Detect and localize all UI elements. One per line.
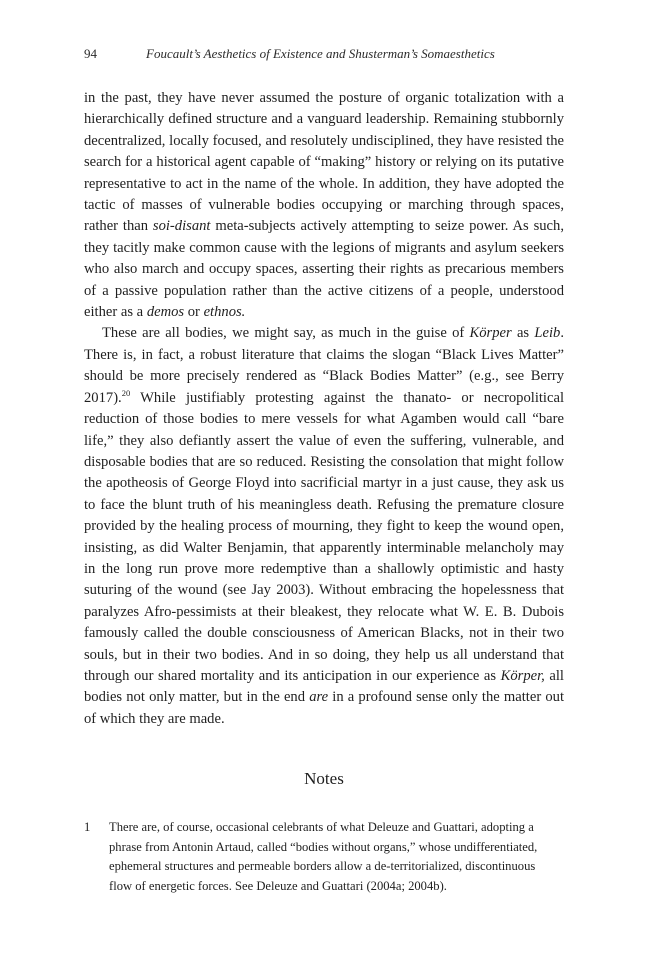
paragraph-2 <box>84 323 564 730</box>
italic-run: Leib <box>534 325 561 342</box>
italic-run: ethnos. <box>203 304 246 321</box>
text-run: While justifiably protesting against the thanato- or necropolitical reduction of those bodies to mere vessels for what Agamben would call “bare life,” they also defiantly assert the value of even the suffering, vulnerable, and disposable bodies that are so reduced. Resisting the consolation that might follow the apotheosis of George Floyd into sacrificial martyr in a just cause, they ask us to face the blunt truth of his meaningless death. Refusing the premature closure provided by the healing process of mourning, they fight to keep the wound open, insisting, as did Walter Benjamin, that apparently interminable melancholy may in the long run prove more redemptive than a shallowly optimistic and hasty suturing of the wound (see Jay 2003). Without embracing the hopelessness that paralyzes Afro-pessimists at their bleakest, they relocate what W. E. B. Dubois famously called the double consciousness of American Blacks, not in their two souls, but in their two bodies. And in so doing, they help us all understand that through our shared mortality and its anticipation in our experience as <box>84 389 564 684</box>
text-run: in a profound sense only the matter out of which they are made. <box>84 689 564 727</box>
notes-heading: Notes <box>304 769 344 788</box>
text-run: all bodies not only matter, but in the end <box>84 667 564 706</box>
italic-run: demos <box>146 304 185 321</box>
italic-run: Körper, <box>500 667 545 684</box>
text-run: . There is, in fact, a robust literature that claims the slogan “Black Lives Matter” should be more precisely rendered as “Black Bodies Matter” (e.g., see Berry 2017). <box>84 325 564 406</box>
body-text <box>84 88 564 730</box>
running-title: Foucault’s Aesthetics of Existence and Shusterman’s Somaesthetics <box>146 46 495 61</box>
note-item <box>84 818 564 896</box>
page-number: 94 <box>84 46 97 61</box>
italic-run: soi-disant <box>152 218 211 235</box>
text-run: in the past, they have never assumed the posture of organic totalization with a hierarchically defined structure and a vanguard leadership. Remaining stubbornly decentralized, locally focused, and resolutely undisciplined, they have resisted the search for a historical agent capable of “making” history or relying on its putative representative to act in the name of the whole. In addition, they have adopted the tactic of masses of vulnerable bodies occupying or marching through spaces, rather than <box>84 90 564 235</box>
footnote-reference[interactable]: 20 <box>121 387 131 398</box>
italic-run: are <box>309 689 329 706</box>
running-head <box>84 46 564 62</box>
text-run: as <box>511 325 535 342</box>
note-number: 1 <box>84 820 91 834</box>
text-run: These are all bodies, we might say, as much in the guise of <box>102 325 470 342</box>
paragraph-1 <box>84 88 564 323</box>
text-run: meta-subjects actively attempting to seize power. As such, they tacitly make common cause with the legions of migrants and asylum seekers who also march and occupy spaces, asserting their rights as precarious members of a passive population rather than the active citizens of a people, understood either as a <box>84 218 564 321</box>
text-run: or <box>184 304 204 321</box>
italic-run: Körper <box>469 325 512 342</box>
note-text: There are, of course, occasional celebrants of what Deleuze and Guattari, adopting a phrase from Antonin Artaud, called “bodies without organs,” whose undifferentiated, ephemeral structures and permeable borders allow a de-territorialized, discontinuous flow of energetic forces. See Deleuze and Guattari (2004a; 2004b). <box>109 820 538 893</box>
